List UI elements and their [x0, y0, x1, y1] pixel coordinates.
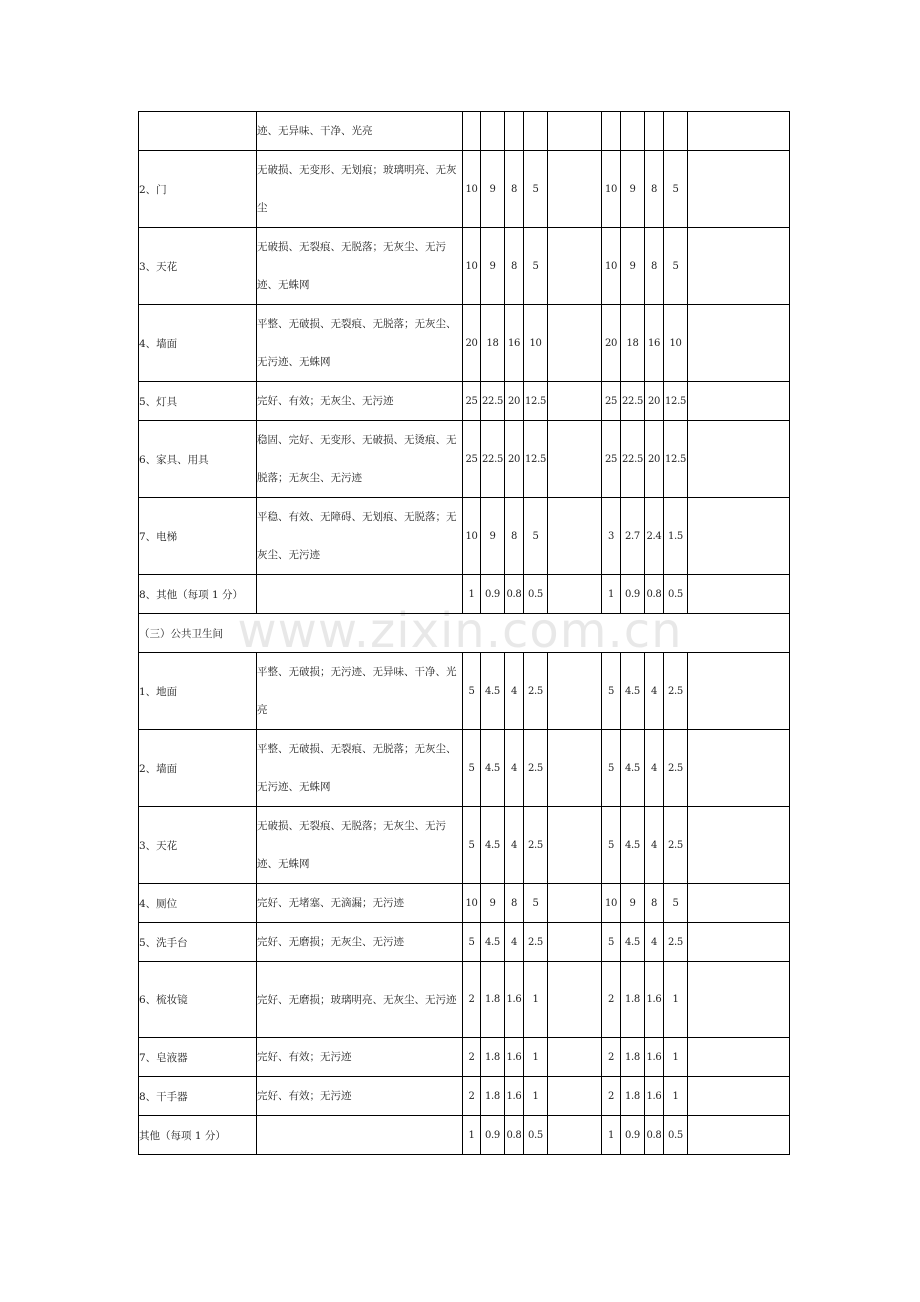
- score-b-cell: 0.5: [664, 575, 688, 614]
- score-b-cell: 16: [645, 305, 664, 382]
- score-a-cell: [505, 112, 524, 151]
- table-row: [139, 923, 790, 962]
- standard-cell: [257, 1116, 463, 1155]
- score-a-cell: 16: [505, 305, 524, 382]
- score-a-cell: 5: [463, 653, 481, 730]
- score-b-cell: 2.5: [664, 807, 688, 884]
- score-b-cell: 5: [664, 884, 688, 923]
- blank-cell: [548, 421, 602, 498]
- score-a-cell: 9: [481, 498, 505, 575]
- blank-cell: [548, 730, 602, 807]
- remark-cell: [688, 653, 790, 730]
- score-b-cell: 1: [664, 962, 688, 1038]
- standard-cell: 平整、无破损；无污迹、无异味、干净、光亮: [257, 653, 463, 730]
- score-a-cell: 8: [505, 884, 524, 923]
- score-a-cell: [463, 112, 481, 151]
- score-b-cell: 8: [645, 151, 664, 228]
- blank-cell: [548, 807, 602, 884]
- score-b-cell: 4.5: [621, 653, 645, 730]
- score-b-cell: 0.5: [664, 1116, 688, 1155]
- item-name-cell: 8、干手器: [139, 1077, 257, 1116]
- score-a-cell: 8: [505, 228, 524, 305]
- score-b-cell: 1: [664, 1077, 688, 1116]
- score-b-cell: 1: [664, 1038, 688, 1077]
- score-b-cell: 5: [602, 730, 621, 807]
- blank-cell: [548, 305, 602, 382]
- score-b-cell: 2: [602, 1038, 621, 1077]
- score-b-cell: 5: [602, 923, 621, 962]
- score-a-cell: 0.5: [524, 575, 548, 614]
- score-a-cell: 5: [524, 498, 548, 575]
- blank-cell: [548, 228, 602, 305]
- remark-cell: [688, 498, 790, 575]
- remark-cell: [688, 112, 790, 151]
- score-a-cell: 2.5: [524, 807, 548, 884]
- score-a-cell: 4: [505, 730, 524, 807]
- item-name-cell: 5、灯具: [139, 382, 257, 421]
- score-b-cell: 1.5: [664, 498, 688, 575]
- score-b-cell: 9: [621, 884, 645, 923]
- table-row: [139, 730, 790, 807]
- score-a-cell: [524, 112, 548, 151]
- score-a-cell: 1: [524, 1038, 548, 1077]
- table-row: [139, 305, 790, 382]
- score-b-cell: 2: [602, 962, 621, 1038]
- score-b-cell: 1.8: [621, 1038, 645, 1077]
- score-a-cell: 12.5: [524, 382, 548, 421]
- score-a-cell: 2.5: [524, 653, 548, 730]
- score-b-cell: 22.5: [621, 382, 645, 421]
- remark-cell: [688, 1038, 790, 1077]
- remark-cell: [688, 1116, 790, 1155]
- standard-cell: 稳固、完好、无变形、无破损、无烫痕、无脱落；无灰尘、无污迹: [257, 421, 463, 498]
- item-name-cell: 4、墙面: [139, 305, 257, 382]
- score-a-cell: 2: [463, 1077, 481, 1116]
- score-b-cell: 5: [602, 807, 621, 884]
- score-b-cell: 5: [664, 151, 688, 228]
- score-a-cell: 1.8: [481, 1077, 505, 1116]
- score-a-cell: 12.5: [524, 421, 548, 498]
- standard-cell: 平稳、有效、无障碍、无划痕、无脱落；无灰尘、无污迹: [257, 498, 463, 575]
- item-name-cell: 7、皂液器: [139, 1038, 257, 1077]
- score-a-cell: 4.5: [481, 923, 505, 962]
- score-b-cell: 25: [602, 421, 621, 498]
- score-b-cell: 12.5: [664, 382, 688, 421]
- score-b-cell: 1.8: [621, 962, 645, 1038]
- section-row: [139, 614, 790, 653]
- remark-cell: [688, 305, 790, 382]
- standard-cell: 完好、无堵塞、无滴漏；无污迹: [257, 884, 463, 923]
- score-a-cell: 1.6: [505, 1077, 524, 1116]
- blank-cell: [548, 1116, 602, 1155]
- score-b-cell: 0.9: [621, 575, 645, 614]
- standard-cell: 迹、无异味、干净、光亮: [257, 112, 463, 151]
- item-name-cell: 2、墙面: [139, 730, 257, 807]
- score-a-cell: 2.5: [524, 730, 548, 807]
- score-a-cell: 2: [463, 962, 481, 1038]
- score-b-cell: [645, 112, 664, 151]
- score-b-cell: 4: [645, 923, 664, 962]
- table-row: [139, 807, 790, 884]
- score-a-cell: 4: [505, 653, 524, 730]
- score-b-cell: 9: [621, 228, 645, 305]
- blank-cell: [548, 962, 602, 1038]
- table-row: [139, 962, 790, 1038]
- score-b-cell: 2.4: [645, 498, 664, 575]
- score-a-cell: 10: [463, 498, 481, 575]
- score-b-cell: 10: [602, 884, 621, 923]
- score-a-cell: 1: [524, 1077, 548, 1116]
- score-b-cell: 8: [645, 228, 664, 305]
- score-b-cell: 1: [602, 1116, 621, 1155]
- score-b-cell: 2.5: [664, 923, 688, 962]
- score-b-cell: 2.7: [621, 498, 645, 575]
- score-b-cell: 0.9: [621, 1116, 645, 1155]
- score-b-cell: 2: [602, 1077, 621, 1116]
- score-b-cell: 2.5: [664, 653, 688, 730]
- score-a-cell: 5: [463, 923, 481, 962]
- score-a-cell: 1: [463, 575, 481, 614]
- score-b-cell: 1.6: [645, 1038, 664, 1077]
- score-b-cell: 0.8: [645, 575, 664, 614]
- blank-cell: [548, 923, 602, 962]
- score-a-cell: 1: [463, 1116, 481, 1155]
- standard-cell: 无破损、无变形、无划痕；玻璃明亮、无灰尘: [257, 151, 463, 228]
- score-b-cell: 4: [645, 807, 664, 884]
- score-a-cell: 4: [505, 923, 524, 962]
- score-b-cell: 1.6: [645, 1077, 664, 1116]
- score-a-cell: 10: [463, 151, 481, 228]
- standard-cell: 完好、无磨损；无灰尘、无污迹: [257, 923, 463, 962]
- remark-cell: [688, 730, 790, 807]
- score-b-cell: 12.5: [664, 421, 688, 498]
- score-b-cell: 20: [645, 421, 664, 498]
- score-b-cell: 20: [645, 382, 664, 421]
- standard-cell: 无破损、无裂痕、无脱落；无灰尘、无污迹、无蛛网: [257, 228, 463, 305]
- blank-cell: [548, 1038, 602, 1077]
- item-name-cell: 7、电梯: [139, 498, 257, 575]
- table-row: [139, 1038, 790, 1077]
- score-a-cell: 25: [463, 382, 481, 421]
- table-row: [139, 112, 790, 151]
- score-b-cell: 5: [664, 228, 688, 305]
- score-a-cell: 8: [505, 151, 524, 228]
- blank-cell: [548, 884, 602, 923]
- standard-cell: 完好、有效；无污迹: [257, 1077, 463, 1116]
- table-row: [139, 884, 790, 923]
- score-a-cell: 25: [463, 421, 481, 498]
- table-row: [139, 151, 790, 228]
- score-a-cell: 5: [524, 228, 548, 305]
- score-a-cell: 1.6: [505, 962, 524, 1038]
- score-b-cell: 18: [621, 305, 645, 382]
- table-row: [139, 1116, 790, 1155]
- item-name-cell: 4、厕位: [139, 884, 257, 923]
- score-a-cell: 20: [505, 382, 524, 421]
- score-a-cell: 1.8: [481, 1038, 505, 1077]
- score-a-cell: 9: [481, 151, 505, 228]
- blank-cell: [548, 151, 602, 228]
- standard-cell: 无破损、无裂痕、无脱落；无灰尘、无污迹、无蛛网: [257, 807, 463, 884]
- score-b-cell: [602, 112, 621, 151]
- table-row: [139, 228, 790, 305]
- blank-cell: [548, 112, 602, 151]
- score-a-cell: 4.5: [481, 807, 505, 884]
- table-row: [139, 421, 790, 498]
- score-a-cell: 2.5: [524, 923, 548, 962]
- score-b-cell: 1: [602, 575, 621, 614]
- score-b-cell: 1.6: [645, 962, 664, 1038]
- score-b-cell: 4: [645, 730, 664, 807]
- score-b-cell: 0.8: [645, 1116, 664, 1155]
- score-a-cell: 10: [463, 884, 481, 923]
- watermark: www.zixin.com.cn: [237, 603, 683, 659]
- score-a-cell: 1.6: [505, 1038, 524, 1077]
- remark-cell: [688, 575, 790, 614]
- table-row: [139, 498, 790, 575]
- score-a-cell: 0.9: [481, 575, 505, 614]
- score-a-cell: 20: [463, 305, 481, 382]
- score-a-cell: 0.5: [524, 1116, 548, 1155]
- standard-cell: 平整、无破损、无裂痕、无脱落；无灰尘、无污迹、无蛛网: [257, 730, 463, 807]
- score-a-cell: 9: [481, 228, 505, 305]
- score-b-cell: 10: [602, 228, 621, 305]
- item-name-cell: 6、梳妆镜: [139, 962, 257, 1038]
- item-name-cell: 8、其他（每项 1 分）: [139, 575, 257, 614]
- score-a-cell: 2: [463, 1038, 481, 1077]
- score-b-cell: [664, 112, 688, 151]
- remark-cell: [688, 807, 790, 884]
- score-a-cell: 1: [524, 962, 548, 1038]
- remark-cell: [688, 962, 790, 1038]
- table-row: [139, 1077, 790, 1116]
- score-a-cell: 0.8: [505, 1116, 524, 1155]
- score-b-cell: 4.5: [621, 730, 645, 807]
- score-a-cell: 20: [505, 421, 524, 498]
- inspection-score-table: [138, 111, 790, 1155]
- item-name-cell: 3、天花: [139, 228, 257, 305]
- score-a-cell: 4.5: [481, 653, 505, 730]
- score-a-cell: 1.8: [481, 962, 505, 1038]
- standard-cell: 平整、无破损、无裂痕、无脱落；无灰尘、无污迹、无蛛网: [257, 305, 463, 382]
- score-b-cell: 1.8: [621, 1077, 645, 1116]
- blank-cell: [548, 498, 602, 575]
- score-a-cell: 5: [463, 730, 481, 807]
- item-name-cell: 其他（每项 1 分）: [139, 1116, 257, 1155]
- standard-cell: 完好、无磨损；玻璃明亮、无灰尘、无污迹: [257, 962, 463, 1038]
- score-b-cell: 8: [645, 884, 664, 923]
- table-row: [139, 575, 790, 614]
- score-b-cell: 20: [602, 305, 621, 382]
- standard-cell: 完好、有效；无灰尘、无污迹: [257, 382, 463, 421]
- item-name-cell: 3、天花: [139, 807, 257, 884]
- score-b-cell: 4.5: [621, 923, 645, 962]
- table-row: [139, 653, 790, 730]
- standard-cell: 完好、有效；无污迹: [257, 1038, 463, 1077]
- score-a-cell: 5: [524, 884, 548, 923]
- score-a-cell: 22.5: [481, 421, 505, 498]
- score-b-cell: 4: [645, 653, 664, 730]
- score-b-cell: 3: [602, 498, 621, 575]
- standard-cell: [257, 575, 463, 614]
- score-a-cell: 5: [524, 151, 548, 228]
- score-b-cell: 10: [664, 305, 688, 382]
- score-a-cell: 22.5: [481, 382, 505, 421]
- score-b-cell: 10: [602, 151, 621, 228]
- blank-cell: [548, 382, 602, 421]
- score-b-cell: 4.5: [621, 807, 645, 884]
- score-a-cell: 10: [463, 228, 481, 305]
- score-a-cell: 0.8: [505, 575, 524, 614]
- remark-cell: [688, 923, 790, 962]
- blank-cell: [548, 1077, 602, 1116]
- score-b-cell: 22.5: [621, 421, 645, 498]
- table-row: [139, 382, 790, 421]
- remark-cell: [688, 421, 790, 498]
- score-a-cell: 4: [505, 807, 524, 884]
- remark-cell: [688, 884, 790, 923]
- score-b-cell: 25: [602, 382, 621, 421]
- score-a-cell: 4.5: [481, 730, 505, 807]
- score-b-cell: [621, 112, 645, 151]
- item-name-cell: 2、门: [139, 151, 257, 228]
- blank-cell: [548, 653, 602, 730]
- remark-cell: [688, 1077, 790, 1116]
- score-b-cell: 5: [602, 653, 621, 730]
- score-b-cell: 9: [621, 151, 645, 228]
- item-name-cell: 5、洗手台: [139, 923, 257, 962]
- score-b-cell: 2.5: [664, 730, 688, 807]
- remark-cell: [688, 228, 790, 305]
- item-name-cell: 1、地面: [139, 653, 257, 730]
- blank-cell: [548, 575, 602, 614]
- section-header: （三）公共卫生间: [139, 614, 790, 653]
- score-a-cell: 5: [463, 807, 481, 884]
- table-body: [139, 112, 790, 1155]
- score-a-cell: 8: [505, 498, 524, 575]
- remark-cell: [688, 382, 790, 421]
- item-name-cell: 6、家具、用具: [139, 421, 257, 498]
- score-a-cell: 0.9: [481, 1116, 505, 1155]
- score-a-cell: 10: [524, 305, 548, 382]
- item-name-cell: [139, 112, 257, 151]
- score-a-cell: [481, 112, 505, 151]
- remark-cell: [688, 151, 790, 228]
- score-a-cell: 18: [481, 305, 505, 382]
- score-a-cell: 9: [481, 884, 505, 923]
